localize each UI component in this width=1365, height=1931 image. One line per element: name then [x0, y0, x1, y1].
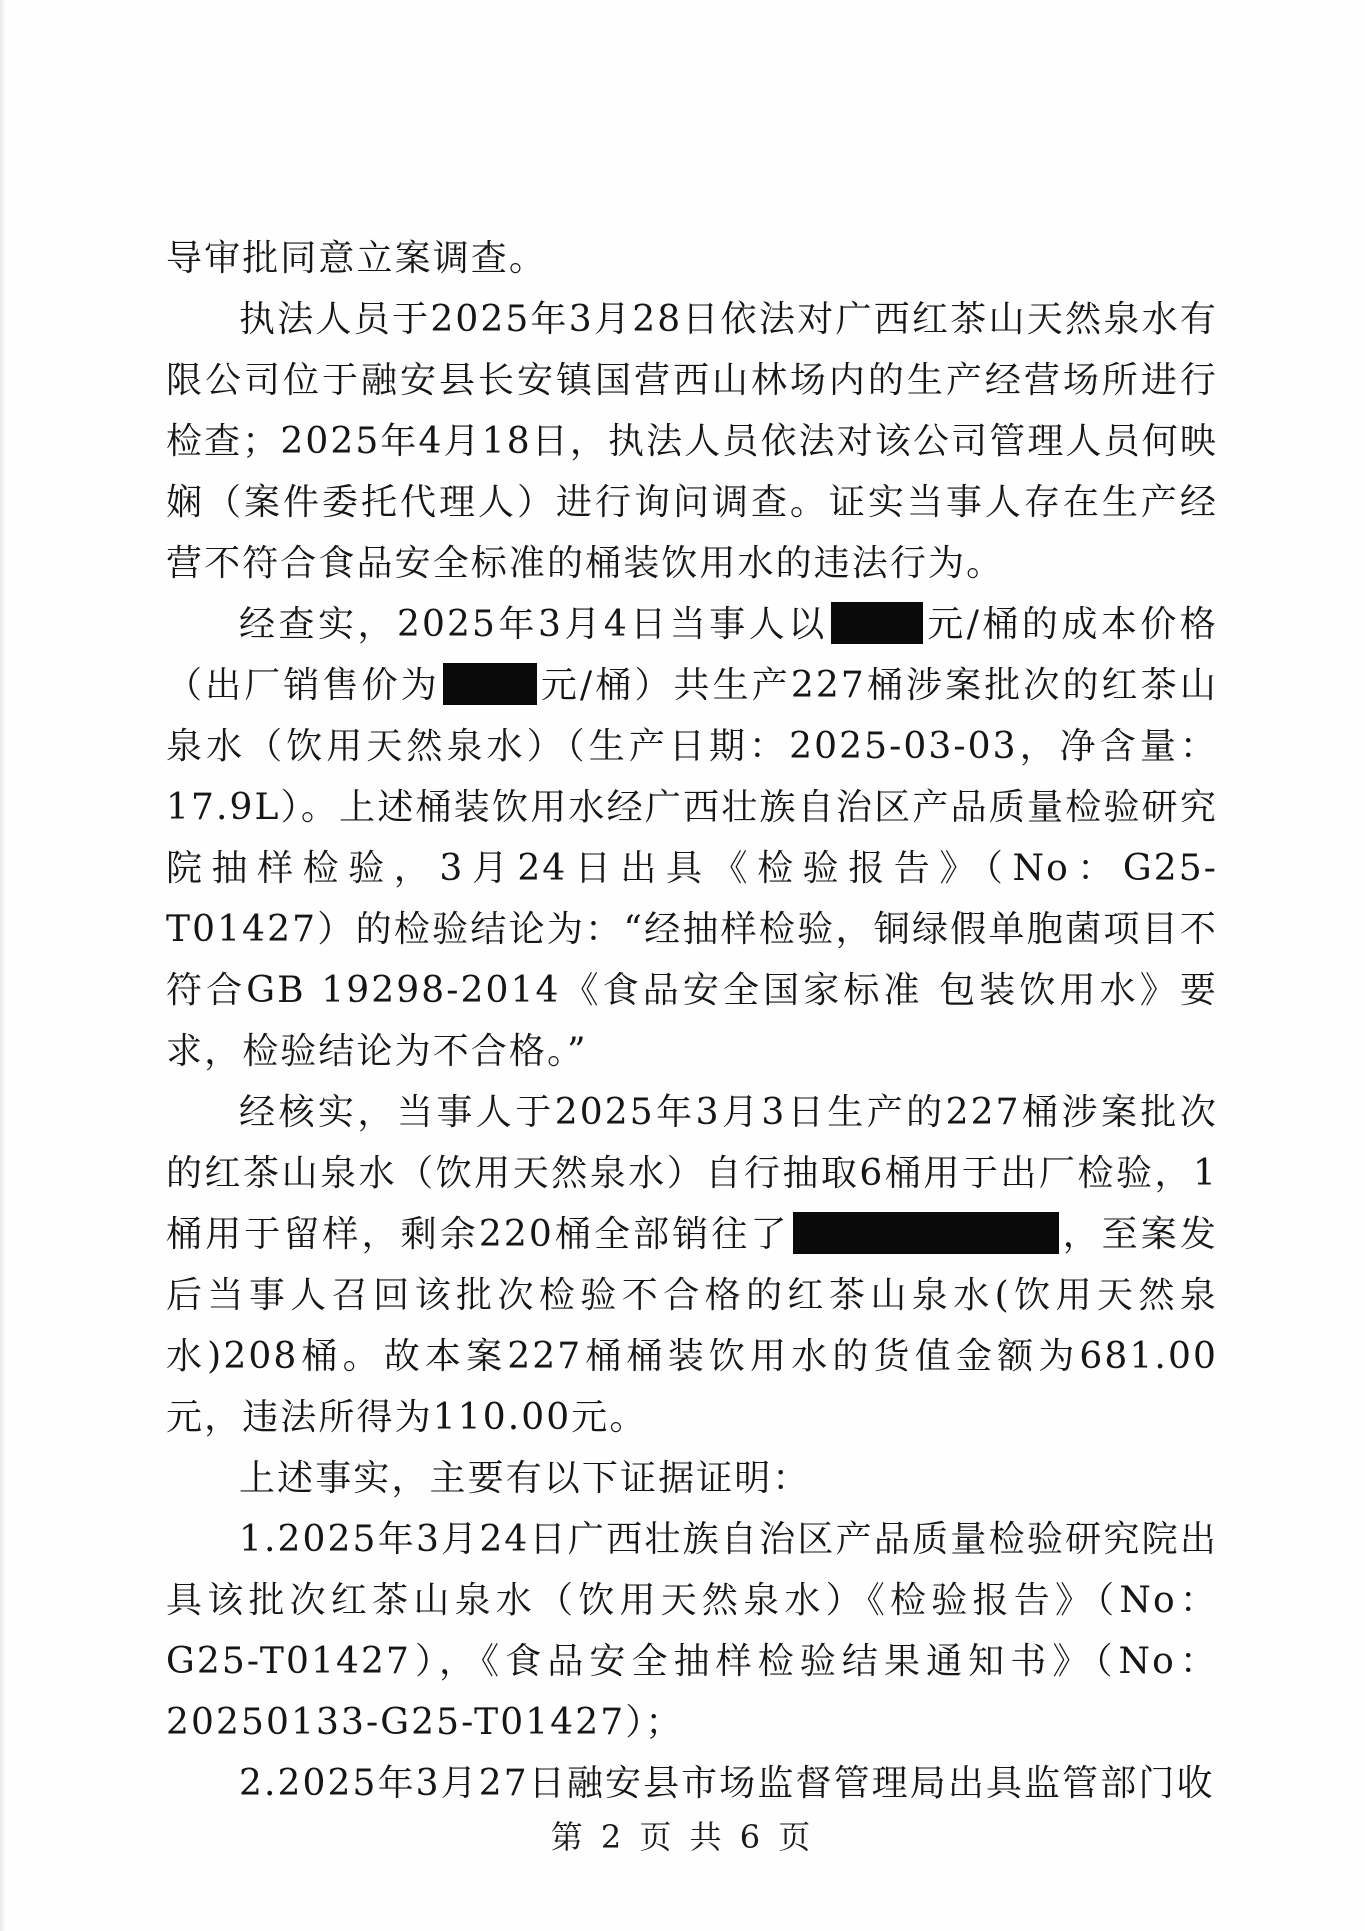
paragraph-text: 元/桶）共生产227桶涉案批次的红茶山泉水（饮用天然泉水）（生产日期：2025-03-03，净含量：17.9L）。上述桶装饮用水经广西壮族自治区产品质量检验研究院抽样检验，3月24日出具《检验报告》（No：G25-T01427）的检验结论为：“经抽样检验，铜绿假单胞菌项目不符合GB 19298-2014《食品安全国家标准 包装饮用水》要求，检验结论为不合格。”: [166, 665, 1219, 1072]
paragraph-text: 2.2025年3月27日融安县市场监督管理局出具监管部门收: [239, 1763, 1215, 1804]
paragraph-findings: [166, 594, 1218, 1082]
paragraph-text: 经查实，2025年3月4日当事人以: [239, 604, 828, 645]
paragraph-continuation: [166, 228, 1218, 289]
document-body: [166, 228, 1218, 1814]
paragraph-text: 上述事实，主要有以下证据证明：: [239, 1458, 811, 1499]
redaction-block: [831, 602, 923, 644]
redaction-block: [793, 1212, 1059, 1254]
paragraph-text: 经核实，当事人于2025年3月3日生产的227桶涉案批次的红茶山泉水（饮用天然泉水）自行抽取6桶用于出厂检验，1桶用于留样，剩余220桶全部销往了: [166, 1092, 1218, 1255]
paragraph-evidence-intro: [166, 1448, 1218, 1509]
paragraph-text: 执法人员于2025年3月28日依法对广西红茶山天然泉水有限公司位于融安县长安镇国营西山林场内的生产经营场所进行检查；2025年4月18日，执法人员依法对该公司管理人员何映娴（案件委托代理人）进行询问调查。证实当事人存在生产经营不符合食品安全标准的桶装饮用水的违法行为。: [166, 299, 1218, 584]
scan-edge-shadow: [0, 0, 6, 1931]
paragraph-verification: [166, 1082, 1218, 1448]
paragraph-text: 元/桶的成本价格（出厂销售价为: [166, 604, 1218, 706]
evidence-item-2: [166, 1753, 1218, 1814]
redaction-block: [443, 663, 537, 705]
paragraph-text: ，至案发后当事人召回该批次检验不合格的红茶山泉水(饮用天然泉水)208桶。故本案227桶桶装饮用水的货值金额为681.00元，违法所得为110.00元。: [166, 1214, 1218, 1438]
paragraph-text: 导审批同意立案调查。: [166, 238, 548, 279]
evidence-item-1: [166, 1509, 1218, 1753]
page-number-footer: 第 2 页 共 6 页: [550, 1818, 815, 1856]
paragraph-inspection: [166, 289, 1218, 594]
paragraph-text: 1.2025年3月24日广西壮族自治区产品质量检验研究院出具该批次红茶山泉水（饮用天然泉水）《检验报告》（No：G25-T01427），《食品安全抽样检验结果通知书》（No：20250133-G25-T01427）；: [166, 1519, 1218, 1743]
